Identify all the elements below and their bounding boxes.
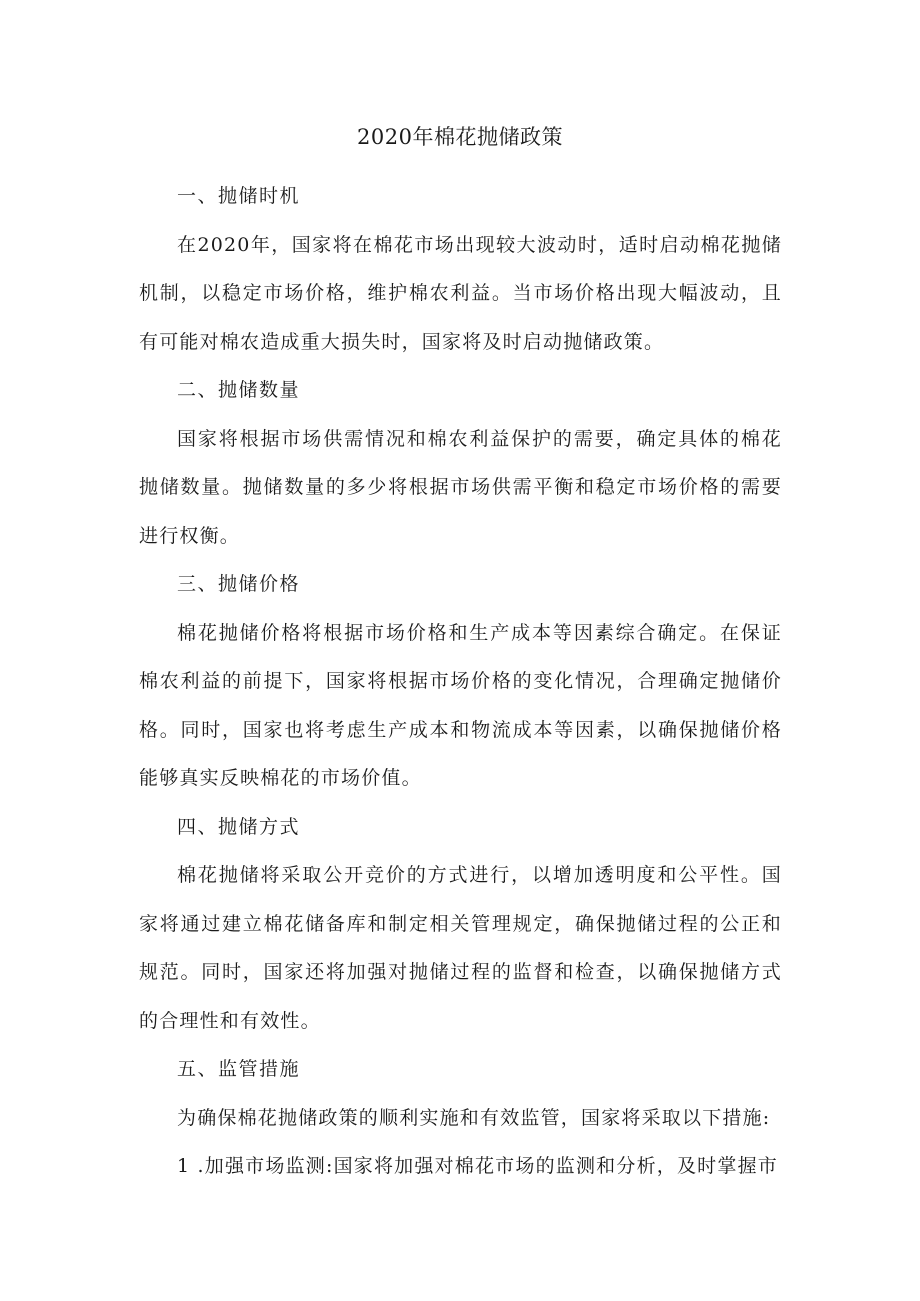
paragraph: 为确保棉花抛储政策的顺利实施和有效监管，国家将采取以下措施: [177,1106,771,1129]
paragraph: 棉花抛储价格将根据市场价格和生产成本等因素综合确定。在保证棉农利益的前提下，国家将根据市场价格的变化情况，合理确定抛储价格。同时，国家也将考虑生产成本和物流成本等因素，以确保抛储价格能够真实反映棉花的市场价值。 [139,621,782,789]
list-item: 1 .加强市场监测:国家将加强对棉花市场的监测和分析，及时掌握市 [177,1155,778,1177]
section-heading: 五、监管措施 [177,1058,301,1080]
section-heading: 二、抛储数量 [177,379,301,401]
paragraph: 国家将根据市场供需情况和棉农利益保护的需要，确定具体的棉花抛储数量。抛储数量的多少将根据市场供需平衡和稳定市场价格的需要进行权衡。 [139,427,782,547]
section-heading: 一、抛储时机 [177,185,301,207]
section-heading: 四、抛储方式 [177,815,301,838]
section-heading: 三、抛储价格 [177,573,301,595]
paragraph: 在2020年，国家将在棉花市场出现较大波动时，适时启动棉花抛储机制，以稳定市场价格，维护棉农利益。当市场价格出现大幅波动，且有可能对棉农造成重大损失时，国家将及时启动抛储政策。 [139,233,782,353]
document-title: 2020年棉花抛储政策 [357,125,563,149]
paragraph: 棉花抛储将采取公开竞价的方式进行，以增加透明度和公平性。国家将通过建立棉花储备库和制定相关管理规定，确保抛储过程的公正和规范。同时，国家还将加强对抛储过程的监督和检查，以确保抛储方式的合理性和有效性。 [139,864,782,1032]
document-body [139,172,782,1191]
